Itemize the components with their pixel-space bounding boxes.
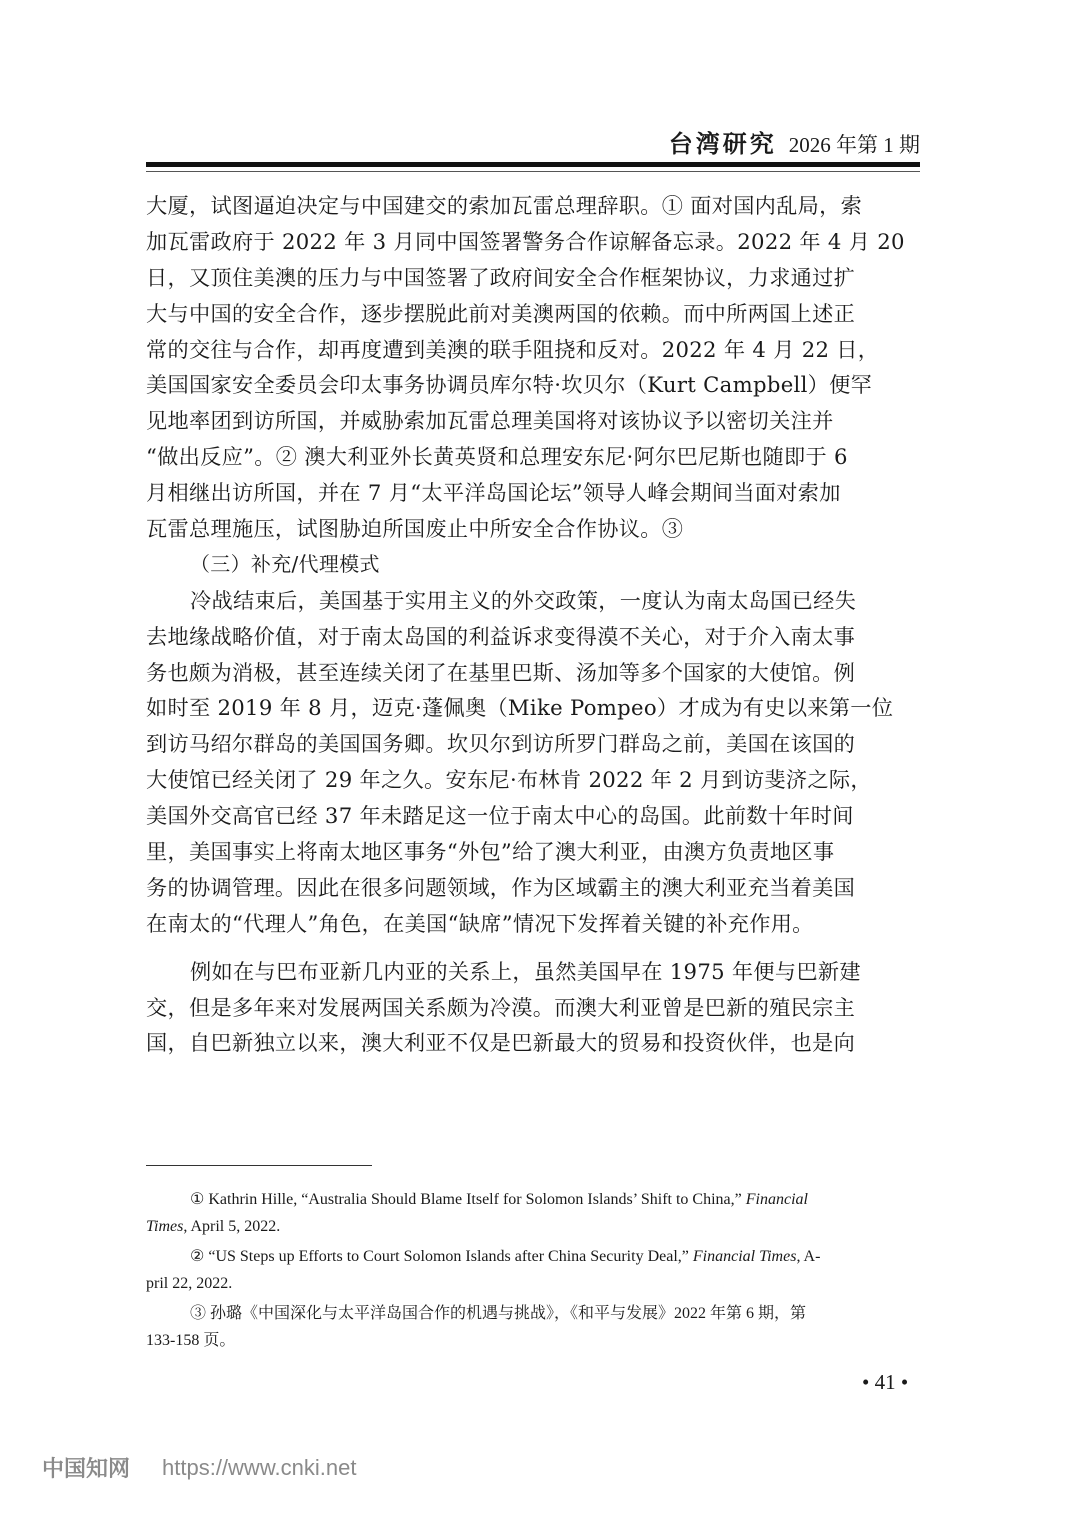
text-line: 务的协调管理。因此在很多问题领域，作为区域霸主的澳大利亚充当着美国 <box>146 874 856 900</box>
text-line: 交，但是多年来对发展两国关系颇为冷漠。而澳大利亚曾是巴新的殖民宗主 <box>146 994 856 1020</box>
text-line: 如时至 2019 年 8 月，迈克·蓬佩奥（Mike Pompeo）才成为有史以来第一位 <box>146 695 894 721</box>
footnote-rule <box>146 1165 372 1166</box>
text-line: 冷战结束后，美国基于实用主义的外交政策，一度认为南太岛国已经失 <box>190 587 857 613</box>
footnote-text: 孙璐《中国深化与太平洋岛国合作的机遇与挑战》，《和平与发展》2022 年第 6 期，第 <box>206 1305 807 1322</box>
text-line: 瓦雷总理施压，试图胁迫所国废止中所安全合作协议。③ <box>146 516 684 542</box>
text-line: 国，自巴新独立以来，澳大利亚不仅是巴新最大的贸易和投资伙伴，也是向 <box>146 1030 856 1056</box>
text-line: 美国国家安全委员会印太事务协调员库尔特·坎贝尔（Kurt Campbell）便罕 <box>146 372 873 398</box>
text-line: 到访马绍尔群岛的美国国务卿。坎贝尔到访所罗门群岛之前，美国在该国的 <box>146 731 856 757</box>
text-line: 月相继出访所国，并在 7 月“太平洋岛国论坛”领导人峰会期间当面对索加 <box>146 480 841 506</box>
text-line: 例如在与巴布亚新几内亚的关系上，虽然美国早在 1975 年便与巴新建 <box>190 958 861 984</box>
footnote-1 <box>146 1186 936 1213</box>
footnote-1-cont <box>146 1213 936 1240</box>
footnote-marker: ② <box>190 1248 205 1265</box>
footnote-2 <box>146 1243 936 1270</box>
text-line: 大厦，试图逼迫决定与中国建交的索加瓦雷总理辞职。① 面对国内乱局，索 <box>146 193 863 218</box>
text-line: 在南太的“代理人”角色，在美国“缺席”情况下发挥着关键的补充作用。 <box>146 910 814 936</box>
footnote-italic: Financial Times <box>692 1248 797 1265</box>
footnote-italic: Times <box>146 1218 184 1235</box>
footnote-3 <box>146 1300 936 1327</box>
text-line: 去地缘战略价值，对于南太岛国的利益诉求变得漠不关心，对于介入南太事 <box>146 623 856 649</box>
paragraph-gap <box>146 942 936 954</box>
footnote-text: , April 5, 2022. <box>183 1218 281 1235</box>
footnotes <box>146 1186 936 1354</box>
issue-label: 2026 年第 1 期 <box>788 133 920 157</box>
text-line: 见地率团到访所国，并威胁索加瓦雷总理美国将对该协议予以密切关注并 <box>146 408 834 434</box>
journal-info <box>669 124 920 159</box>
text-line: 大与中国的安全合作，逐步摆脱此前对美澳两国的依赖。而中所两国上述正 <box>146 300 856 326</box>
footnote-text: “US Steps up Efforts to Court Solomon Islands after China Security Deal,” <box>204 1248 693 1265</box>
text-line: 里，美国事实上将南太地区事务“外包”给了澳大利亚，由澳方负责地区事 <box>146 839 835 865</box>
footnote-text: , A- <box>796 1248 821 1265</box>
watermark-logo: 中国知网 <box>42 1457 131 1482</box>
footnote-text: pril 22, 2022. <box>146 1275 233 1292</box>
footnote-3-cont <box>146 1327 936 1354</box>
header-rule-thin <box>146 171 920 172</box>
body-text <box>146 188 936 1061</box>
text-line: 务也颇为消极，甚至连续关闭了在基里巴斯、汤加等多个国家的大使馆。例 <box>146 659 856 685</box>
text-line: 加瓦雷政府于 2022 年 3 月同中国签署警务合作谅解备忘录。2022 年 4 月 20 <box>146 228 905 254</box>
journal-name: 台湾研究 <box>668 130 777 158</box>
text-line: 美国外交高官已经 37 年未踏足这一位于南太中心的岛国。此前数十年时间 <box>146 803 854 829</box>
watermark-url: https://www.cnki.net <box>162 1454 357 1480</box>
footnote-italic: Financial <box>745 1191 808 1208</box>
footnote-2-cont <box>146 1270 936 1297</box>
page-number: • 41 • <box>862 1370 909 1394</box>
footnote-text: 133-158 页。 <box>146 1332 236 1349</box>
text-line: 常的交往与合作，却再度遭到美澳的联手阻挠和反对。2022 年 4 月 22 日， <box>146 336 880 362</box>
text-line: 大使馆已经关闭了 29 年之久。安东尼·布林肯 2022 年 2 月到访斐济之际， <box>146 767 872 793</box>
watermark <box>42 1452 356 1483</box>
header-rule-thick <box>146 162 920 167</box>
footnote-text: Kathrin Hille, “Australia Should Blame Itself for Solomon Islands’ Shift to China,” <box>204 1191 746 1208</box>
section-heading: （三）补充/代理模式 <box>190 551 380 576</box>
text-line: “做出反应”。② 澳大利亚外长黄英贤和总理安东尼·阿尔巴尼斯也随即于 6 <box>146 444 848 470</box>
running-header <box>146 118 920 158</box>
text-line: 日，又顶住美澳的压力与中国签署了政府间安全合作框架协议，力求通过扩 <box>146 264 856 290</box>
footnote-marker: ③ <box>190 1305 207 1322</box>
footnote-marker: ① <box>190 1191 205 1208</box>
